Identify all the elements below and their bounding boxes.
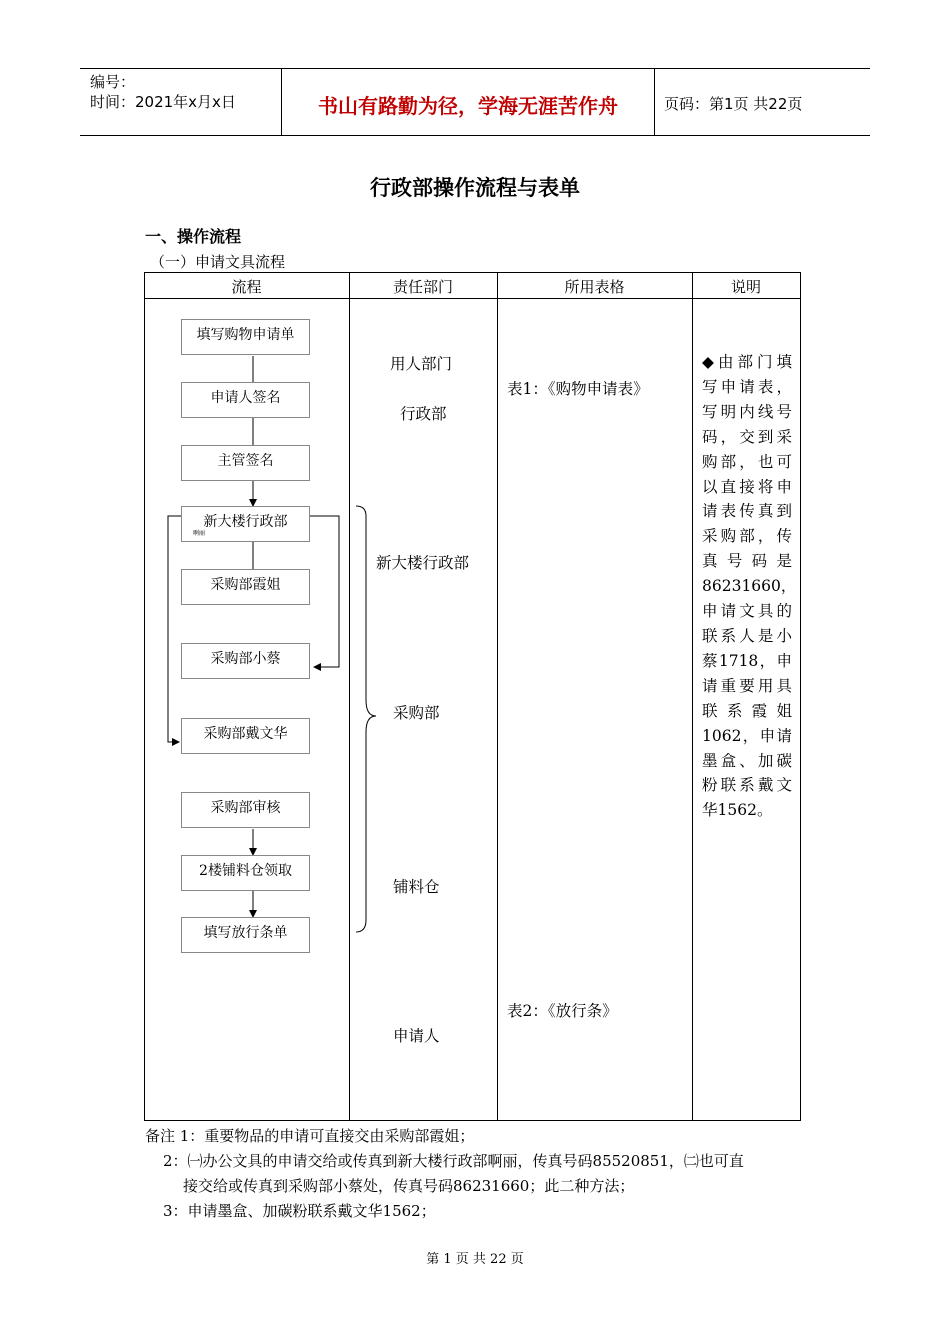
document-title: 行政部操作流程与表单 <box>370 176 580 200</box>
dept-employing: 用人部门 <box>390 355 453 373</box>
header-motto: 书山有路勤为径，学海无涯苦作舟 <box>318 94 618 118</box>
dept-new-building-admin: 新大楼行政部 <box>376 554 470 572</box>
flow-branch-left <box>168 516 181 742</box>
form-release-slip: 表2：《放行条》 <box>507 1002 618 1020</box>
desc-line: 写申请表， <box>702 377 792 396</box>
desc-line: 购部，也可 <box>702 452 792 471</box>
desc-line: 请表传真到 <box>702 502 792 521</box>
flow-step-fill-request: 填写购物申请单 <box>181 319 310 355</box>
flow-branch-right <box>310 516 339 667</box>
desc-line: 蔡1718，申 <box>702 651 792 670</box>
flow-step-supervisor-sign: 主管签名 <box>181 445 310 481</box>
note-2-line-1: 2：㈠办公文具的申请交给或传真到新大楼行政部啊丽，传真号码85520851，㈡也可直 <box>163 1152 744 1170</box>
header-department: 责任部门 <box>392 278 453 296</box>
desc-line: 86231660， <box>702 577 797 596</box>
desc-line: 1062，申请 <box>702 726 792 745</box>
desc-line: 以直接将申 <box>702 477 792 496</box>
document-number-label: 编号： <box>90 73 136 91</box>
desc-line: ◆由部门填 <box>702 353 792 371</box>
flow-step-purchase-xia: 采购部霞姐 <box>181 569 310 605</box>
desc-line: 联系人是小 <box>702 626 792 645</box>
flow-step-release-slip: 填写放行条单 <box>181 917 310 953</box>
section-title: 一、操作流程 <box>145 227 242 246</box>
flow-step-new-building-admin: 新大楼行政部 <box>181 506 310 542</box>
desc-line: 墨盒、加碳 <box>702 751 792 770</box>
form-purchase-request: 表1：《购物申请表》 <box>507 380 649 398</box>
process-description <box>702 350 797 823</box>
desc-line: 联系霞姐 <box>702 701 792 720</box>
flow-step-applicant-sign: 申请人签名 <box>181 382 310 418</box>
flow-step-purchase-review: 采购部审核 <box>181 792 310 828</box>
header-flow: 流程 <box>231 278 262 296</box>
dept-applicant: 申请人 <box>393 1027 440 1045</box>
desc-line: 申请文具的 <box>702 602 792 621</box>
flow-step-purchase-cai: 采购部小蔡 <box>181 643 310 679</box>
subsection-title: （一）申请文具流程 <box>150 253 286 271</box>
flow-step-warehouse-pickup: 2楼铺料仓领取 <box>181 855 310 891</box>
note-1: 备注 1：重要物品的申请可直接交由采购部霞姐； <box>145 1127 475 1145</box>
flow-step-purchase-dai: 采购部戴文华 <box>181 718 310 754</box>
desc-line: 请重要用具 <box>702 676 792 695</box>
desc-line: 码，交到采 <box>702 427 792 446</box>
document-time: 时间：2021年x月x日 <box>90 93 236 111</box>
desc-line: 写明内线号 <box>702 402 792 421</box>
desc-line: 采购部，传 <box>702 527 792 546</box>
note-3: 3：申请墨盒、加碳粉联系戴文华1562； <box>163 1202 436 1220</box>
desc-line: 华1562。 <box>702 801 773 820</box>
header-page-info: 页码：第1页 共22页 <box>664 95 803 113</box>
small-mark: 啊丽 <box>193 530 206 537</box>
department-brace <box>356 506 376 932</box>
dept-purchasing: 采购部 <box>393 704 440 722</box>
desc-line: 粉联系戴文 <box>702 776 792 795</box>
header-forms: 所用表格 <box>564 278 625 296</box>
dept-warehouse: 铺料仓 <box>393 878 440 896</box>
header-description: 说明 <box>730 278 761 296</box>
note-2-line-2: 接交给或传真到采购部小蔡处，传真号码86231660；此二种方法； <box>183 1177 635 1195</box>
dept-admin: 行政部 <box>400 405 447 423</box>
desc-line: 真号码是 <box>702 552 792 571</box>
page-footer: 第 1 页 共 22 页 <box>426 1252 524 1267</box>
